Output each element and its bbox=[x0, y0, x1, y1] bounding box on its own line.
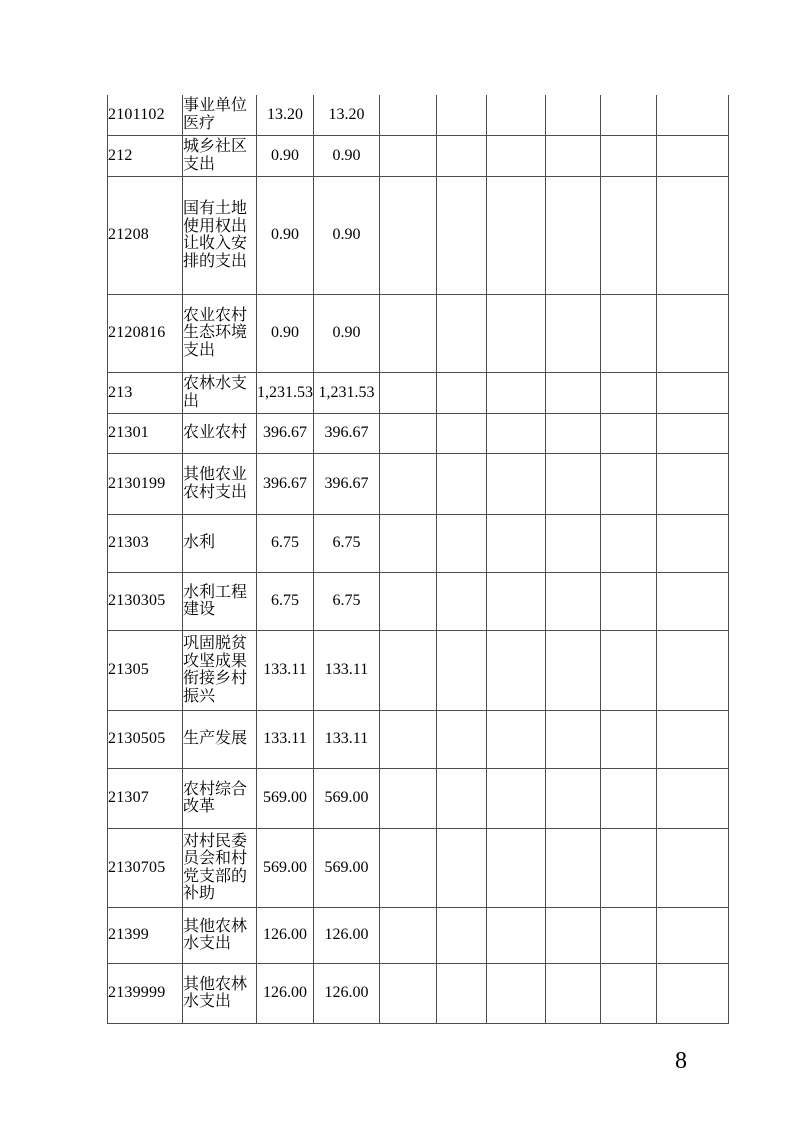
row-name-cell: 其他农林水支出 bbox=[183, 907, 257, 963]
row-empty-cell bbox=[601, 828, 657, 907]
row-code-cell: 2101102 bbox=[108, 95, 183, 135]
row-empty-cell bbox=[380, 135, 437, 176]
row-empty-cell bbox=[601, 572, 657, 630]
row-empty-cell bbox=[487, 768, 546, 828]
row-value2-cell: 0.90 bbox=[314, 176, 380, 294]
table-row bbox=[108, 768, 729, 828]
row-empty-cell bbox=[601, 963, 657, 1023]
row-value2-cell: 396.67 bbox=[314, 453, 380, 514]
row-empty-cell bbox=[657, 828, 729, 907]
row-empty-cell bbox=[437, 413, 487, 453]
row-value1-cell: 0.90 bbox=[257, 294, 314, 372]
row-empty-cell bbox=[380, 294, 437, 372]
row-empty-cell bbox=[487, 514, 546, 572]
row-empty-cell bbox=[380, 828, 437, 907]
row-code-cell: 2130705 bbox=[108, 828, 183, 907]
row-empty-cell bbox=[546, 630, 601, 710]
table-row bbox=[108, 514, 729, 572]
table-row bbox=[108, 828, 729, 907]
row-empty-cell bbox=[437, 176, 487, 294]
row-empty-cell bbox=[546, 95, 601, 135]
row-name-cell: 生产发展 bbox=[183, 710, 257, 768]
row-empty-cell bbox=[601, 768, 657, 828]
row-empty-cell bbox=[657, 768, 729, 828]
row-empty-cell bbox=[546, 372, 601, 413]
row-empty-cell bbox=[437, 630, 487, 710]
row-empty-cell bbox=[546, 413, 601, 453]
row-empty-cell bbox=[546, 176, 601, 294]
row-name-cell: 其他农林水支出 bbox=[183, 963, 257, 1023]
row-value2-cell: 1,231.53 bbox=[314, 372, 380, 413]
row-name-cell: 水利 bbox=[183, 514, 257, 572]
page-number: 8 bbox=[675, 1048, 687, 1074]
row-empty-cell bbox=[380, 963, 437, 1023]
row-empty-cell bbox=[437, 135, 487, 176]
row-value1-cell: 126.00 bbox=[257, 963, 314, 1023]
row-value2-cell: 126.00 bbox=[314, 963, 380, 1023]
row-name-cell: 农业农村生态环境支出 bbox=[183, 294, 257, 372]
row-empty-cell bbox=[437, 95, 487, 135]
row-empty-cell bbox=[487, 572, 546, 630]
row-empty-cell bbox=[487, 294, 546, 372]
row-code-cell: 21303 bbox=[108, 514, 183, 572]
row-empty-cell bbox=[487, 372, 546, 413]
row-empty-cell bbox=[380, 514, 437, 572]
row-empty-cell bbox=[601, 630, 657, 710]
row-empty-cell bbox=[657, 294, 729, 372]
row-value1-cell: 133.11 bbox=[257, 630, 314, 710]
table-row bbox=[108, 176, 729, 294]
table-row bbox=[108, 630, 729, 710]
row-empty-cell bbox=[487, 907, 546, 963]
row-empty-cell bbox=[380, 710, 437, 768]
row-value1-cell: 133.11 bbox=[257, 710, 314, 768]
row-code-cell: 2120816 bbox=[108, 294, 183, 372]
row-empty-cell bbox=[657, 514, 729, 572]
row-code-cell: 213 bbox=[108, 372, 183, 413]
row-value1-cell: 1,231.53 bbox=[257, 372, 314, 413]
row-empty-cell bbox=[380, 572, 437, 630]
row-empty-cell bbox=[437, 963, 487, 1023]
row-empty-cell bbox=[546, 294, 601, 372]
row-name-cell: 农林水支出 bbox=[183, 372, 257, 413]
row-empty-cell bbox=[380, 372, 437, 413]
row-empty-cell bbox=[437, 572, 487, 630]
row-empty-cell bbox=[601, 95, 657, 135]
row-name-cell: 农业农村 bbox=[183, 413, 257, 453]
row-value1-cell: 6.75 bbox=[257, 572, 314, 630]
table-row bbox=[108, 963, 729, 1023]
row-value1-cell: 396.67 bbox=[257, 453, 314, 514]
row-empty-cell bbox=[601, 413, 657, 453]
table-row bbox=[108, 135, 729, 176]
row-empty-cell bbox=[487, 135, 546, 176]
row-name-cell: 城乡社区支出 bbox=[183, 135, 257, 176]
row-empty-cell bbox=[657, 630, 729, 710]
row-code-cell: 2139999 bbox=[108, 963, 183, 1023]
row-empty-cell bbox=[657, 413, 729, 453]
row-value1-cell: 13.20 bbox=[257, 95, 314, 135]
row-empty-cell bbox=[487, 963, 546, 1023]
row-code-cell: 21307 bbox=[108, 768, 183, 828]
row-code-cell: 21301 bbox=[108, 413, 183, 453]
row-empty-cell bbox=[601, 372, 657, 413]
row-empty-cell bbox=[601, 710, 657, 768]
row-name-cell: 巩固脱贫攻坚成果衔接乡村振兴 bbox=[183, 630, 257, 710]
table-row bbox=[108, 95, 729, 135]
row-empty-cell bbox=[657, 176, 729, 294]
row-empty-cell bbox=[546, 907, 601, 963]
budget-table bbox=[107, 95, 729, 1024]
row-code-cell: 2130305 bbox=[108, 572, 183, 630]
row-code-cell: 21208 bbox=[108, 176, 183, 294]
row-empty-cell bbox=[601, 453, 657, 514]
row-empty-cell bbox=[601, 907, 657, 963]
row-empty-cell bbox=[657, 710, 729, 768]
table-row bbox=[108, 453, 729, 514]
row-empty-cell bbox=[487, 95, 546, 135]
row-empty-cell bbox=[380, 413, 437, 453]
row-value2-cell: 6.75 bbox=[314, 572, 380, 630]
table-row bbox=[108, 907, 729, 963]
table-row bbox=[108, 294, 729, 372]
row-empty-cell bbox=[657, 963, 729, 1023]
row-empty-cell bbox=[546, 963, 601, 1023]
row-value2-cell: 0.90 bbox=[314, 294, 380, 372]
table-row bbox=[108, 710, 729, 768]
row-name-cell: 对村民委员会和村党支部的补助 bbox=[183, 828, 257, 907]
row-empty-cell bbox=[437, 907, 487, 963]
row-empty-cell bbox=[380, 95, 437, 135]
row-empty-cell bbox=[437, 710, 487, 768]
row-code-cell: 2130199 bbox=[108, 453, 183, 514]
row-value2-cell: 569.00 bbox=[314, 828, 380, 907]
row-empty-cell bbox=[487, 413, 546, 453]
row-name-cell: 事业单位医疗 bbox=[183, 95, 257, 135]
row-name-cell: 水利工程建设 bbox=[183, 572, 257, 630]
row-empty-cell bbox=[380, 907, 437, 963]
row-empty-cell bbox=[380, 176, 437, 294]
table-row bbox=[108, 572, 729, 630]
row-name-cell: 国有土地使用权出让收入安排的支出 bbox=[183, 176, 257, 294]
row-empty-cell bbox=[380, 768, 437, 828]
row-empty-cell bbox=[546, 768, 601, 828]
row-empty-cell bbox=[487, 453, 546, 514]
row-empty-cell bbox=[657, 135, 729, 176]
row-value2-cell: 13.20 bbox=[314, 95, 380, 135]
row-name-cell: 其他农业农村支出 bbox=[183, 453, 257, 514]
row-empty-cell bbox=[487, 828, 546, 907]
row-value2-cell: 569.00 bbox=[314, 768, 380, 828]
row-code-cell: 21399 bbox=[108, 907, 183, 963]
row-empty-cell bbox=[487, 630, 546, 710]
row-empty-cell bbox=[487, 710, 546, 768]
row-empty-cell bbox=[487, 176, 546, 294]
row-empty-cell bbox=[437, 294, 487, 372]
row-empty-cell bbox=[601, 514, 657, 572]
row-value2-cell: 133.11 bbox=[314, 630, 380, 710]
row-empty-cell bbox=[657, 453, 729, 514]
row-empty-cell bbox=[546, 572, 601, 630]
row-value1-cell: 6.75 bbox=[257, 514, 314, 572]
row-empty-cell bbox=[546, 135, 601, 176]
row-empty-cell bbox=[437, 768, 487, 828]
row-value1-cell: 126.00 bbox=[257, 907, 314, 963]
row-empty-cell bbox=[657, 907, 729, 963]
row-empty-cell bbox=[657, 372, 729, 413]
row-empty-cell bbox=[546, 514, 601, 572]
row-code-cell: 212 bbox=[108, 135, 183, 176]
row-empty-cell bbox=[601, 294, 657, 372]
row-empty-cell bbox=[546, 710, 601, 768]
row-value1-cell: 569.00 bbox=[257, 768, 314, 828]
row-empty-cell bbox=[380, 630, 437, 710]
row-name-cell: 农村综合改革 bbox=[183, 768, 257, 828]
row-value1-cell: 396.67 bbox=[257, 413, 314, 453]
row-value2-cell: 126.00 bbox=[314, 907, 380, 963]
row-value2-cell: 396.67 bbox=[314, 413, 380, 453]
row-empty-cell bbox=[437, 828, 487, 907]
row-value1-cell: 0.90 bbox=[257, 135, 314, 176]
row-value2-cell: 0.90 bbox=[314, 135, 380, 176]
table-row bbox=[108, 372, 729, 413]
row-empty-cell bbox=[437, 514, 487, 572]
row-empty-cell bbox=[437, 372, 487, 413]
row-empty-cell bbox=[657, 95, 729, 135]
row-value2-cell: 6.75 bbox=[314, 514, 380, 572]
row-value1-cell: 0.90 bbox=[257, 176, 314, 294]
row-value1-cell: 569.00 bbox=[257, 828, 314, 907]
row-empty-cell bbox=[437, 453, 487, 514]
row-code-cell: 2130505 bbox=[108, 710, 183, 768]
budget-table-body bbox=[108, 95, 729, 1023]
row-empty-cell bbox=[380, 453, 437, 514]
row-empty-cell bbox=[601, 135, 657, 176]
row-empty-cell bbox=[546, 828, 601, 907]
row-empty-cell bbox=[657, 572, 729, 630]
row-value2-cell: 133.11 bbox=[314, 710, 380, 768]
row-empty-cell bbox=[546, 453, 601, 514]
table-row bbox=[108, 413, 729, 453]
row-empty-cell bbox=[601, 176, 657, 294]
row-code-cell: 21305 bbox=[108, 630, 183, 710]
